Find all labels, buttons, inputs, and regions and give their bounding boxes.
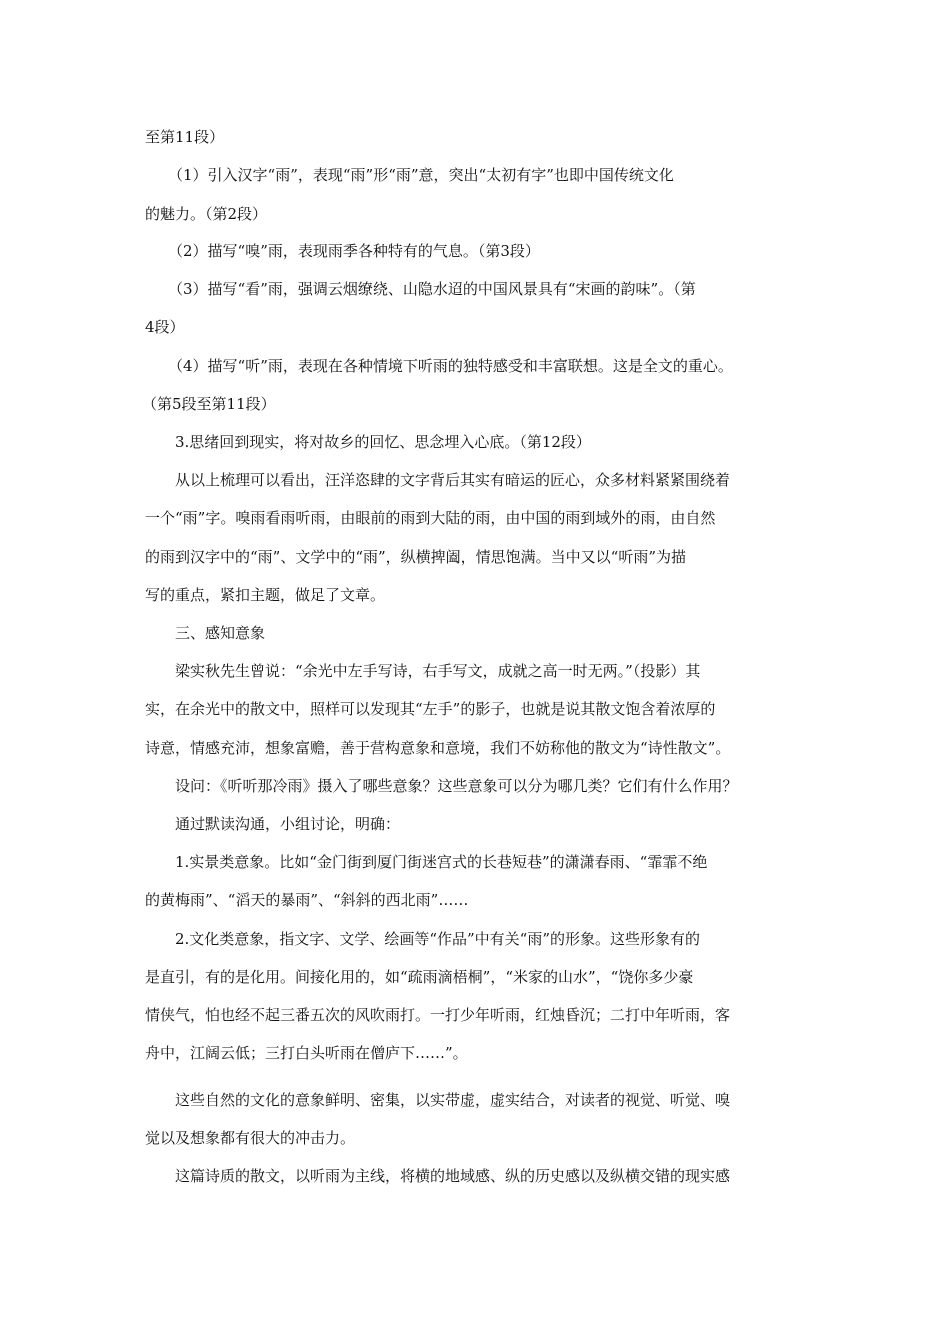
text-line: （1）引入汉字“雨”，表现“雨”形“雨”意，突出“太初有字”也即中国传统文化 xyxy=(168,166,674,184)
text-line: （4）描写“听”雨，表现在各种情境下听雨的独特感受和丰富联想。这是全文的重心。 xyxy=(168,357,733,375)
text-line: 是直引，有的是化用。间接化用的，如“疏雨滴梧桐”，“米家的山水”，“饶你多少豪 xyxy=(145,968,694,986)
text-line: 至第11段） xyxy=(145,128,225,146)
text-line: 写的重点，紧扣主题，做足了文章。 xyxy=(145,586,386,604)
text-line: 的黄梅雨”、“滔天的暴雨”、“斜斜的西北雨”…… xyxy=(145,891,469,909)
text-line: 通过默读沟通，小组讨论，明确： xyxy=(175,815,401,833)
text-line: （3）描写“看”雨，强调云烟缭绕、山隐水迢的中国风景具有“宋画的韵味”。（第 xyxy=(168,280,696,298)
section-heading: 三、感知意象 xyxy=(175,624,266,642)
text-line: 1.实景类意象。比如“金门街到厦门街迷宫式的长巷短巷”的潇潇春雨、“霏霏不绝 xyxy=(175,853,708,871)
text-line: 的雨到汉字中的“雨”、文学中的“雨”，纵横捭阖，情思饱满。当中又以“听雨”为描 xyxy=(145,548,687,566)
text-line: 的魅力。（第2段） xyxy=(145,205,268,223)
text-line: 情侠气，怕也经不起三番五次的风吹雨打。一打少年听雨，红烛昏沉；二打中年听雨，客 xyxy=(145,1006,731,1024)
text-line: 3.思绪回到现实，将对故乡的回忆、思念埋入心底。（第12段） xyxy=(175,433,591,451)
text-line: 从以上梳理可以看出，汪洋恣肆的文字背后其实有暗运的匠心，众多材料紧紧围绕着 xyxy=(175,471,731,489)
text-line: （2）描写“嗅”雨，表现雨季各种特有的气息。（第3段） xyxy=(168,242,540,260)
text-line: 这些自然的文化的意象鲜明、密集，以实带虚，虚实结合，对读者的视觉、听觉、嗅 xyxy=(175,1091,731,1109)
text-line: 2.文化类意象，指文字、文学、绘画等“作品”中有关“雨”的形象。这些形象有的 xyxy=(175,930,700,948)
text-line: （第5段至第11段） xyxy=(142,395,276,413)
text-line: 一个“雨”字。嗅雨看雨听雨，由眼前的雨到大陆的雨，由中国的雨到域外的雨，由自然 xyxy=(145,509,716,527)
text-line: 舟中，江阔云低；三打白头听雨在僧庐下……”。 xyxy=(145,1044,468,1062)
text-line: 觉以及想象都有很大的冲击力。 xyxy=(145,1129,356,1147)
text-line: 诗意，情感充沛，想象富赡，善于营构意象和意境，我们不妨称他的散文为“诗性散文”。 xyxy=(145,739,731,757)
text-line: 梁实秋先生曾说：“余光中左手写诗，右手写文，成就之高一时无两。”（投影）其 xyxy=(175,662,701,680)
text-line: 设问：《听听那冷雨》摄入了哪些意象？这些意象可以分为哪几类？它们有什么作用？ xyxy=(175,777,738,795)
text-line: 4段） xyxy=(145,318,185,336)
text-line: 实，在余光中的散文中，照样可以发现其“左手”的影子，也就是说其散文饱含着浓厚的 xyxy=(145,700,716,718)
text-line: 这篇诗质的散文，以听雨为主线，将横的地域感、纵的历史感以及纵横交错的现实感 xyxy=(175,1167,731,1185)
